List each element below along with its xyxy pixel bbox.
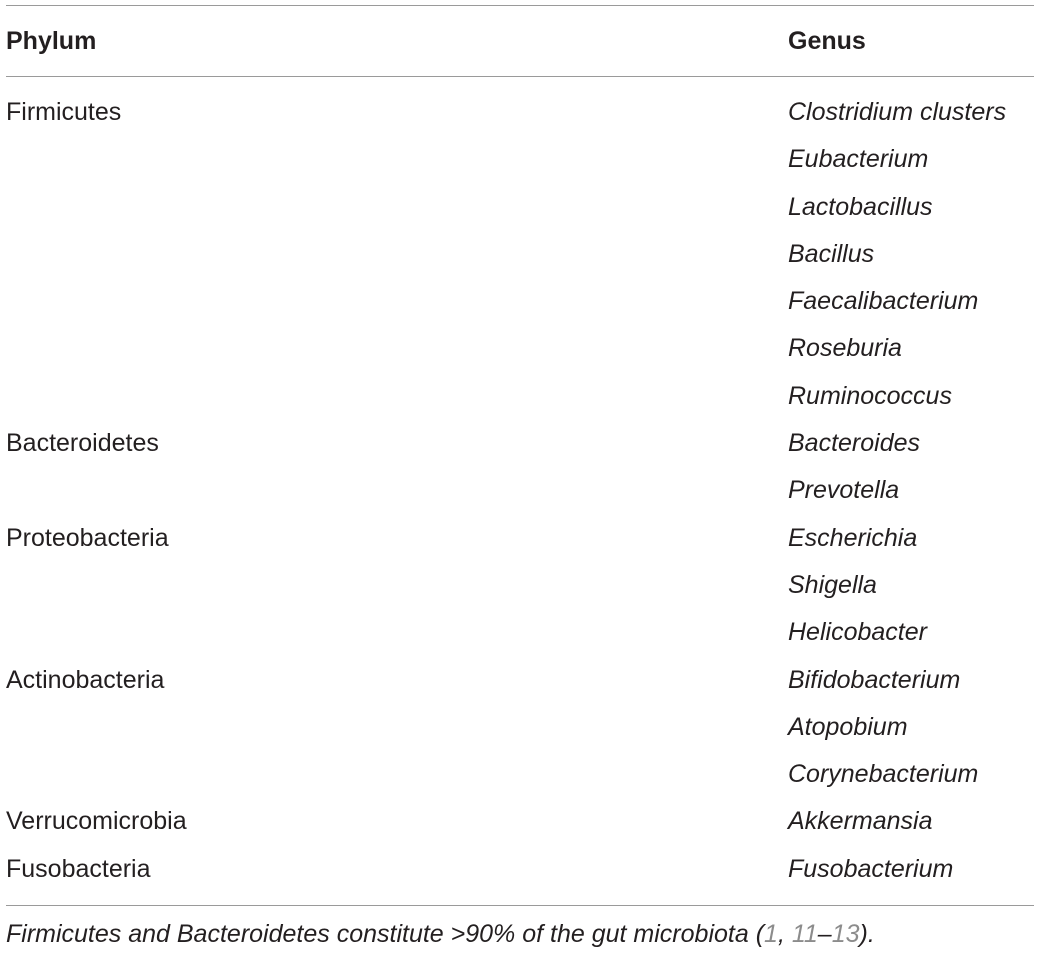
table-row	[0, 610, 1040, 657]
genus-cell: Shigella	[788, 570, 877, 599]
reference-link-11[interactable]: 11	[791, 920, 818, 948]
genus-cell: Atopobium	[788, 712, 908, 741]
genus-cell: Akkermansia	[788, 807, 933, 836]
phylum-cell: Bacteroidetes	[6, 429, 159, 458]
genus-cell: Clostridium clusters	[788, 98, 1007, 126]
phylum-cell: Firmicutes	[6, 98, 122, 126]
column-header-genus: Genus	[788, 27, 866, 55]
genus-cell: Fusobacterium	[788, 854, 954, 883]
footnote-dash: –	[817, 920, 832, 948]
table-row	[0, 421, 1040, 468]
table-bottom-rule	[6, 905, 1034, 906]
table-row	[0, 232, 1040, 279]
genus-cell: Faecalibacterium	[788, 287, 979, 316]
table-row	[0, 752, 1040, 799]
column-header-phylum: Phylum	[6, 27, 97, 55]
table-row	[0, 563, 1040, 610]
table-row	[0, 799, 1040, 846]
genus-cell: Ruminococcus	[788, 381, 952, 410]
reference-link-13[interactable]: 13	[831, 920, 860, 948]
genus-cell: Helicobacter	[788, 618, 927, 647]
footnote-end: ).	[859, 920, 875, 948]
genus-cell: Escherichia	[788, 523, 918, 552]
table-row	[0, 279, 1040, 326]
phylum-cell: Actinobacteria	[6, 665, 165, 694]
genus-cell: Bacillus	[788, 239, 875, 268]
table-row	[0, 137, 1040, 184]
table-header-rule	[6, 76, 1034, 77]
genus-cell: Prevotella	[788, 476, 900, 505]
phylum-cell: Verrucomicrobia	[6, 807, 187, 836]
genus-cell: Bacteroides	[788, 429, 921, 458]
table-row	[0, 90, 1040, 137]
table-body	[0, 90, 1040, 894]
phylum-cell: Proteobacteria	[6, 523, 169, 552]
table-row	[0, 705, 1040, 752]
phylum-cell: Fusobacteria	[6, 854, 151, 883]
table-row	[0, 185, 1040, 232]
genus-cell: Corynebacterium	[788, 760, 979, 789]
table-row	[0, 326, 1040, 373]
table-top-rule	[6, 5, 1034, 6]
table-row	[0, 658, 1040, 705]
table-footnote	[6, 914, 875, 954]
table-row	[0, 468, 1040, 515]
reference-link-1[interactable]: 1	[764, 920, 778, 948]
table-row	[0, 374, 1040, 421]
table-row	[0, 847, 1040, 894]
genus-cell: Roseburia	[788, 334, 902, 363]
footnote-separator: ,	[777, 920, 792, 948]
table-row	[0, 516, 1040, 563]
footnote-text: Firmicutes and Bacteroidetes constitute >90% of the gut microbiota (	[6, 920, 765, 948]
genus-cell: Bifidobacterium	[788, 665, 961, 694]
genus-cell: Lactobacillus	[788, 192, 933, 221]
genus-cell: Eubacterium	[788, 145, 929, 174]
